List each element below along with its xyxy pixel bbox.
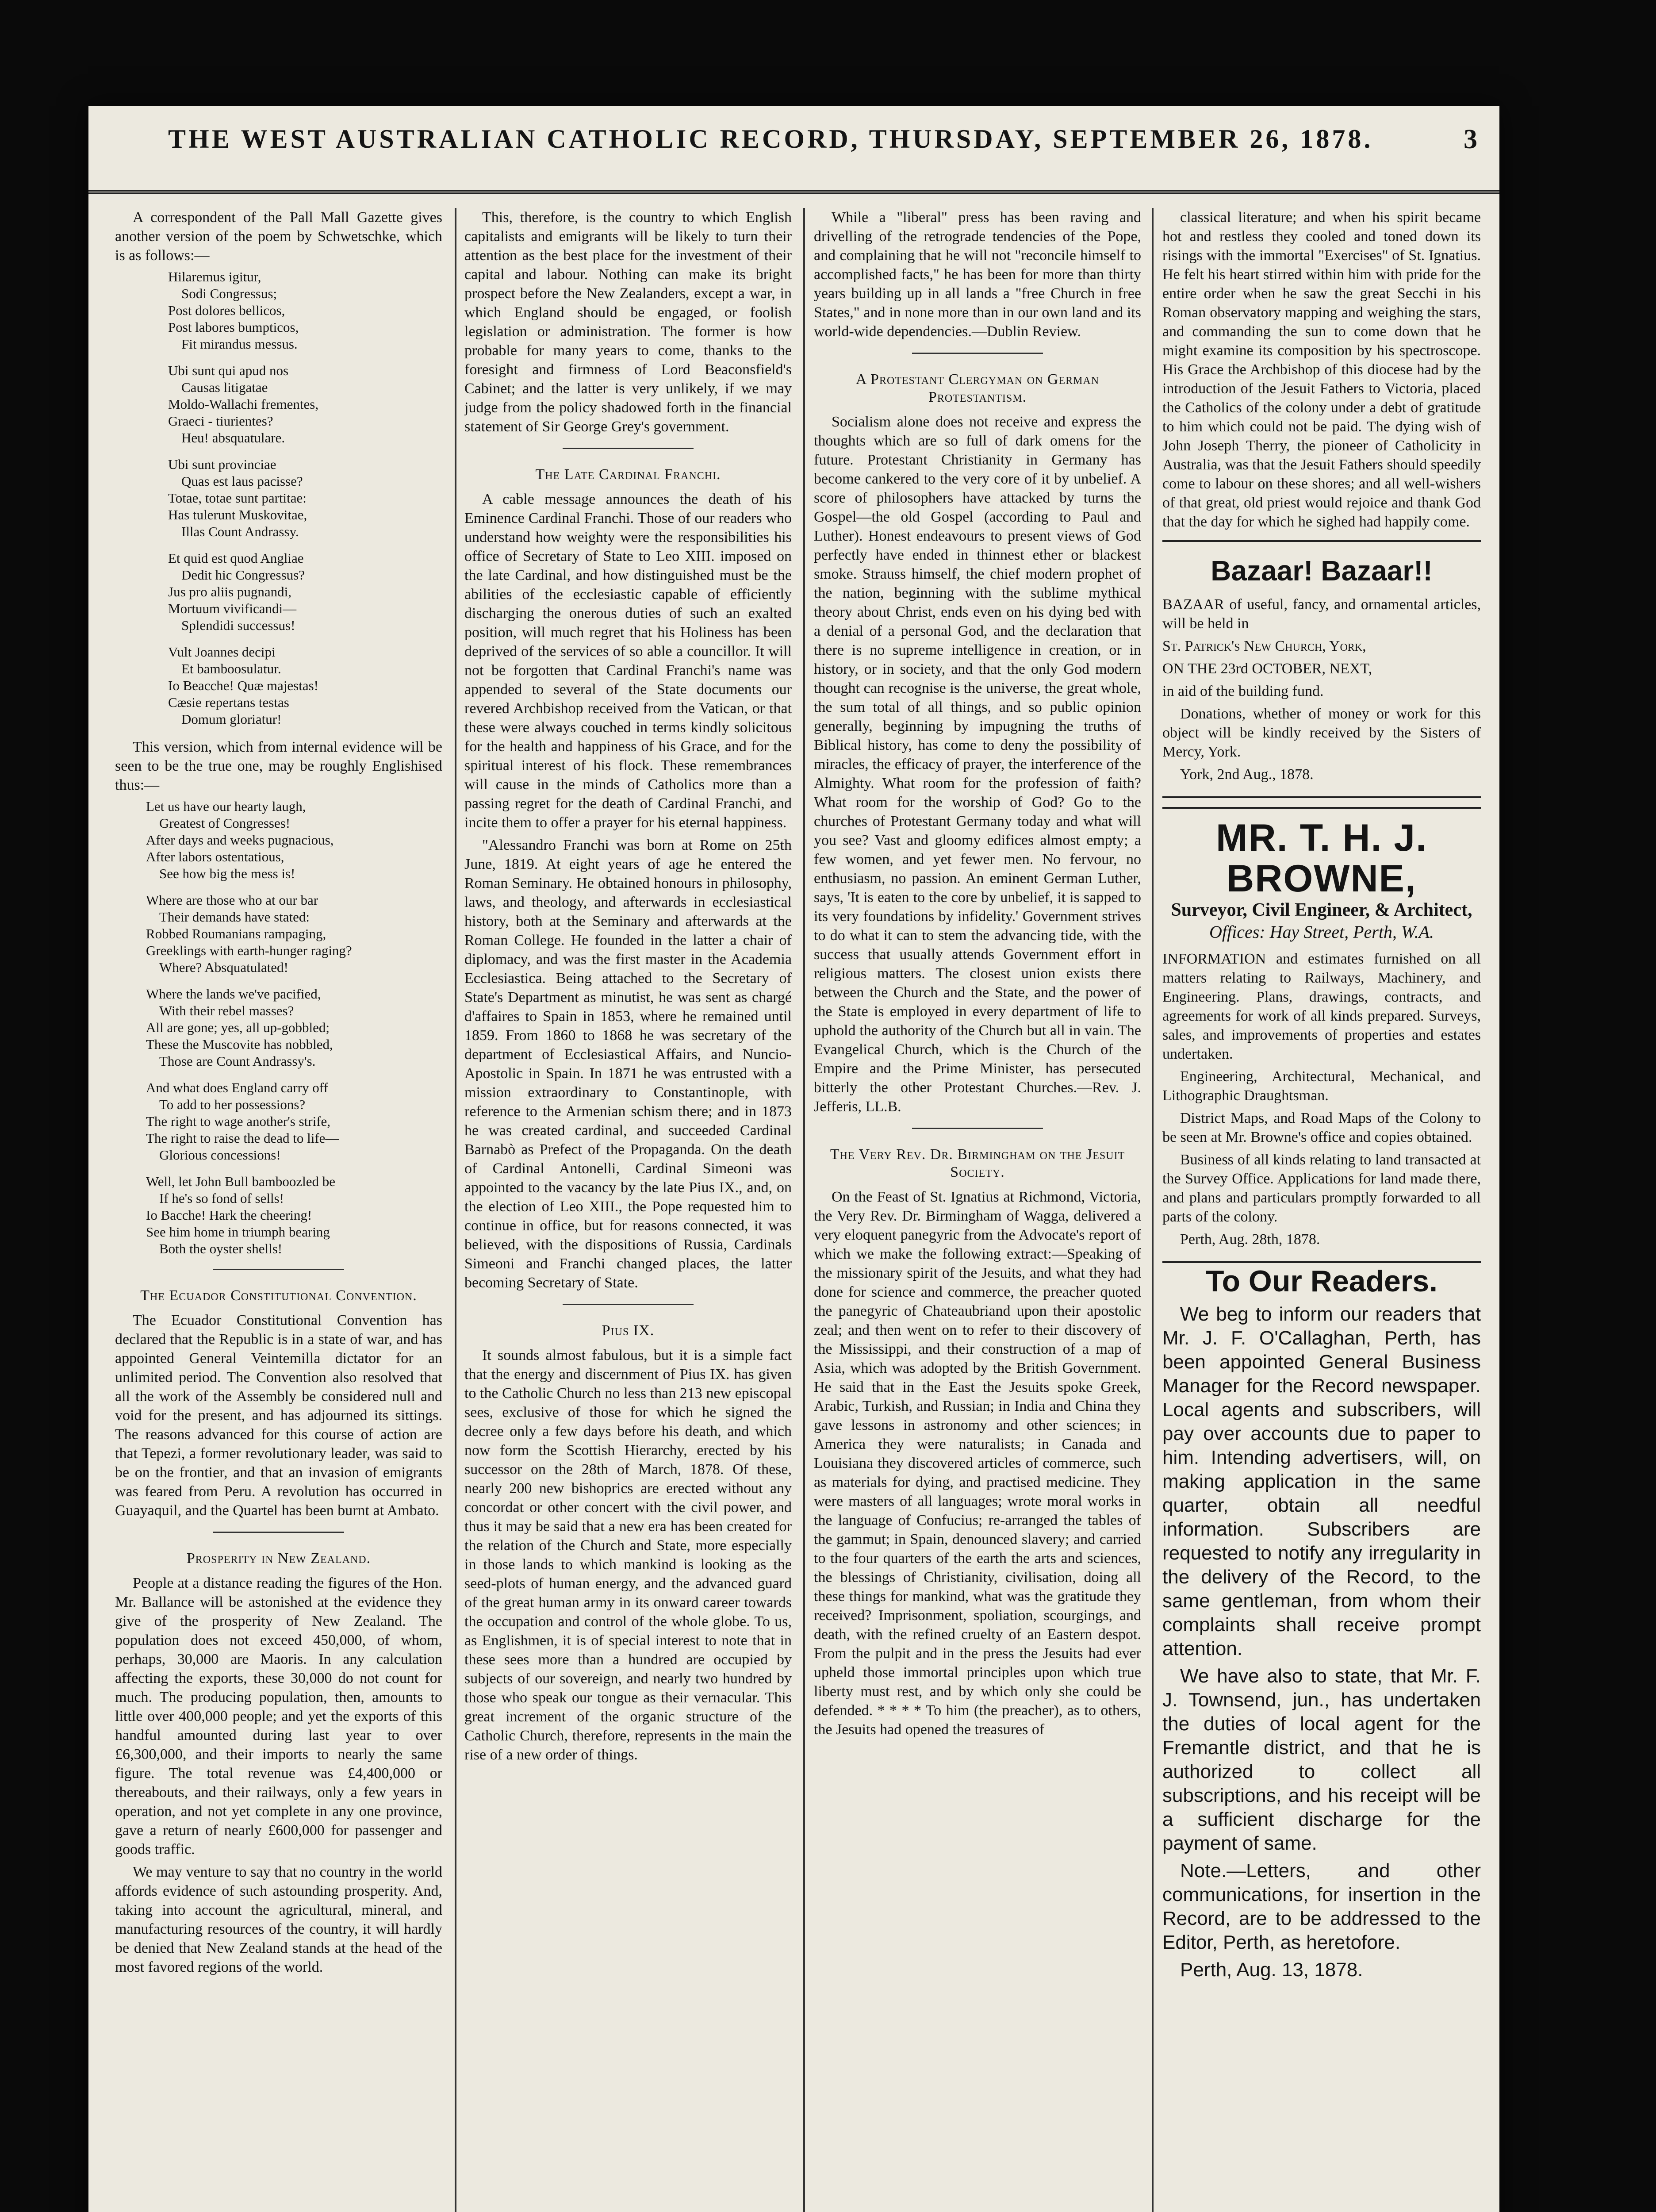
verse-line: Splendidi successus! bbox=[181, 618, 295, 633]
verse-line: Heu! absquatulare. bbox=[181, 430, 285, 445]
ad-title: Bazaar! Bazaar!! bbox=[1211, 555, 1433, 587]
ad-body: Engineering, Architectural, Mechanical, and Lithographic Draughtsman. bbox=[1162, 1068, 1481, 1104]
article-body: The Ecuador Constitutional Convention has declared that the Republic is in a state of war, and has appointed General Veintemilla dictator for an unlimited period. The Convention also resolved that all the work of the Assembly be considered null and void for the present, and has adjourned its sittings. The reasons advanced for this course of action are that Tepezi, a former revolutionary leader, was said to be on the frontier, and that an invasion of emigrants was feared from Peru. A revolution has occurred in Guayaquil, and the Quartel has been burnt at Ambato. bbox=[115, 1312, 442, 1519]
verse-line: And what does England carry off bbox=[146, 1080, 328, 1095]
verse-line: Totae, totae sunt partitae: bbox=[168, 490, 307, 506]
verse-line: Where are those who at our bar bbox=[146, 892, 318, 908]
page-number: 3 bbox=[1464, 124, 1477, 154]
article-body: It sounds almost fabulous, but it is a simple fact that the energy and discernment of Pius IX. has given to the Catholic Church no less than 213 new episcopal sees, exclusive of those for which he signed the decree only a few days before his death, and which now form the Scottish Hierarchy, erected by his successor on the 28th of March, 1878. Of these, nearly 200 new bishoprics are erected without any concordat or other concert with the civil power, and thus it may be said that a new era has been created for the relation of the Church and State, more especially in those lands to which mankind is looking as the seed-plots of human energy, and the advanced guard of the great human army in its onward career towards the occupation and control of the whole globe. To us, as Englishmen, it is of special interest to note that in these sees more than a hundred are occupied by subjects of our sovereign, and nearly two hundred by those who speak our tongue as their vernacular. This great increment of the organic structure of the Catholic Church, therefore, represents in the main the rise of a new order of things. bbox=[464, 1347, 792, 1763]
verse-line: All are gone; yes, all up-gobbled; bbox=[146, 1020, 330, 1035]
verse-stanza bbox=[146, 892, 442, 976]
column-3 bbox=[814, 208, 1141, 2212]
ad-subtitle: Surveyor, Civil Engineer, & Architect, bbox=[1171, 900, 1472, 920]
verse-line: Has tulerunt Muskovitae, bbox=[168, 507, 307, 522]
verse-line: See how big the mess is! bbox=[159, 866, 295, 881]
article-heading: The Ecuador Constitutional Convention. bbox=[140, 1287, 417, 1304]
article-body: "Alessandro Franchi was born at Rome on 25th June, 1819. At eight years of age he entered the Roman Seminary. He obtained honours in philosophy, laws, and theology, and afterwards in ecclesiastical history, both at the Seminary and afterwards at the Roman College. He founded in the latter a chair of diplomacy, and was the first master in the Academia Ecclesiastica. Being attached to the Secretary of State's Department as minutist, he was sent as chargé d'affaires to Spain in 1853, where he remained until 1859. From 1860 to 1868 he was secretary of the department of Ecclesiastical Affairs, and Nuncio-Apostolic in Spain. In 1871 he was entrusted with a mission extraordinary to Constantinople, with reference to the Armenian schism there; and in 1873 he was created cardinal, and succeeded Cardinal Barnabò as Prefect of the Propaganda. On the death of Cardinal Antonelli, Cardinal Simeoni was appointed to the vacancy by the late Pius IX., and, on the election of Leo XIII., the Pope requested him to continue in office, but for reasons connected, it was believed, with the dispositions of Russia, Cardinals Simeoni and Franchi changed places, the latter becoming Secretary of State. bbox=[464, 837, 792, 1291]
ad-date: ON THE 23rd OCTOBER, NEXT, bbox=[1162, 661, 1372, 677]
verse-stanza bbox=[146, 798, 442, 882]
column-rule bbox=[455, 208, 456, 2212]
article-heading: The Late Cardinal Franchi. bbox=[535, 466, 721, 483]
verse-line: Hilaremus igitur, bbox=[168, 269, 261, 284]
article-body: classical literature; and when his spirit became hot and restless they cooled and toned down its risings with the immortal "Exercises" of St. Ignatius. He felt his heart stirred within him with pride for the entire order when he saw the great Secchi in his Roman observatory mapping and weighing the stars, and commanding the sun to come down that he might examine its composition by his spectroscope. His Grace the Archbishop of this diocese had by the introduction of the Jesuit Fathers to Victoria, placed the Catholics of the colony under a debt of gratitude to him which could not be paid. The dying wish of John Joseph Therry, the pioneer of Catholicity in Australia, was that the Jesuit Fathers should speedily come to labour on these shores; and all well-wishers of that great, old priest would rejoice and thank God that the day for which he sighed had happily come. bbox=[1162, 209, 1481, 530]
verse-line: Let us have our hearty laugh, bbox=[146, 799, 306, 814]
article-body: On the Feast of St. Ignatius at Richmond, Victoria, the Very Rev. Dr. Birmingham of Wagga, delivered a very eloquent panegyric from the Advocate's report of which we make the following extract:—Speaking of the missionary spirit of the Jesuits, and what they had done for science and commerce, the preacher quoted the panegyric of Chateaubriand upon their apostolic zeal; and then went on to refer to their discovery of the Mississippi, and their construction of a map of Asia, which was adopted by the British Government. He said that in the East the Jesuits spoke Greek, Arabic, Turkish, and Russian; in India and China they gave lessons in astronomy and other sciences; in America they were naturalists; in Canada and Louisiana they discovered articles of commerce, such as materials for dying, and practised medicine. They were masters of all languages; wrote moral works in the language of Confucius; re-arranged the tables of the gammut; in Spain, denounced slavery; and carried to the four quarters of the earth the arts and sciences, the blessings of Christianity, civilisation, doing all these things for mankind, what was the gratitude they received? Imprisonment, spoliation, scourgings, and death, with the refined cruelty of an Eastern despot. From the pulpit and in the press the Jesuits had ever upheld those immortal principles upon which true liberty must rest, and by which only she could be defended. * * * * To him (the preacher), as to others, the Jesuits had opened the treasures of bbox=[814, 1189, 1141, 1738]
browne-advertisement bbox=[1162, 807, 1481, 1263]
verse-line: Et bamboosulatur. bbox=[181, 661, 281, 676]
verse-line: The right to raise the dead to life— bbox=[146, 1130, 339, 1146]
verse-line: Vult Joannes decipi bbox=[168, 644, 276, 660]
newspaper-page bbox=[88, 106, 1499, 2212]
verse-stanza bbox=[168, 362, 442, 446]
verse-stanza bbox=[168, 269, 442, 353]
verse-line: Sodi Congressus; bbox=[181, 286, 277, 301]
verse-stanza bbox=[146, 1079, 442, 1164]
verse-line: Cæsie repertans testas bbox=[168, 695, 289, 710]
verse-line: Dedit hic Congressus? bbox=[181, 567, 305, 583]
verse-line: Moldo-Wallachi frementes, bbox=[168, 396, 319, 412]
verse-stanza bbox=[168, 550, 442, 634]
verse-line: Et quid est quod Angliae bbox=[168, 550, 304, 566]
verse-line: After days and weeks pugnacious, bbox=[146, 832, 334, 848]
poem-bridge: This version, which from internal evidence will be seen to be the true one, may be roughly Englishised thus:— bbox=[115, 739, 442, 793]
bazaar-advertisement bbox=[1162, 540, 1481, 798]
column-rule bbox=[803, 208, 805, 2212]
verse-line: Both the oyster shells! bbox=[159, 1241, 283, 1256]
ad-body: BAZAAR of useful, fancy, and ornamental articles, will be held in bbox=[1162, 596, 1481, 632]
verse-line: Quas est laus pacisse? bbox=[181, 473, 303, 489]
ad-body: Business of all kinds relating to land transacted at the Survey Office. Applications for land made there, and plans and particulars promptly forwarded to all parts of the colony. bbox=[1162, 1152, 1481, 1225]
verse-line: Io Bacche! Hark the cheering! bbox=[146, 1207, 312, 1223]
latin-poem bbox=[115, 269, 442, 728]
article-body: While a "liberal" press has been raving and drivelling of the retrograde tendencies of the Pope, and complaining that he will not "reconcile himself to accomplished facts," he has been for more than thirty years building up in all lands a "free Church in free States," and in none more than in our own land and its world-wide dependencies.—Dublin Review. bbox=[814, 209, 1141, 340]
ad-body: District Maps, and Road Maps of the Colony to be seen at Mr. Browne's office and copies obtained. bbox=[1162, 1110, 1481, 1145]
verse-line: Graeci - tiurientes? bbox=[168, 413, 273, 429]
section-divider bbox=[912, 1128, 1043, 1129]
section-divider bbox=[912, 353, 1043, 354]
verse-line: These the Muscovite has nobbled, bbox=[146, 1037, 333, 1052]
column-2 bbox=[464, 208, 792, 2212]
verse-stanza bbox=[168, 644, 442, 728]
verse-line: Well, let John Bull bamboozled be bbox=[146, 1174, 335, 1189]
verse-line: Post labores bumpticos, bbox=[168, 319, 299, 335]
verse-stanza bbox=[168, 456, 442, 540]
verse-stanza bbox=[146, 986, 442, 1070]
ad-body: in aid of the building fund. bbox=[1162, 683, 1324, 699]
section-divider bbox=[563, 1304, 694, 1305]
verse-line: Fit mirandus messus. bbox=[181, 336, 298, 352]
article-body: People at a distance reading the figures of the Hon. Mr. Ballance will be astonished at the evidence they give of the prosperity of New Zealand. The population does not exceed 450,000, of whom, perhaps, 30,000 are Maoris. In any calculation affecting the exports, these 30,000 do not count for much. The producing population, then, amounts to little over 400,000 people; and yet the exports of this handful amounted during last year to over £6,300,000, and their imports to nearly the same figure. The total revenue was £4,400,000 or thereabouts, and their railways, only a few years in operation, and not yet complete in any one province, gave a return of nearly £600,000 for passenger and goods traffic. bbox=[115, 1575, 442, 1858]
verse-line: Robbed Roumanians rampaging, bbox=[146, 926, 326, 941]
english-poem bbox=[115, 798, 442, 1257]
notice-body: We beg to inform our readers that Mr. J. F. O'Callaghan, Perth, has been appointed General Business Manager for the Record newspaper. Local agents and subscribers, will pay over accounts due to paper to him. Intending advertisers, will, on making application in the same quarter, obtain all needful information. Subscribers are requested to notify any irregularity in the delivery of the Record, to the same gentleman, from whom their complaints shall receive prompt attention. bbox=[1162, 1303, 1481, 1659]
column-1 bbox=[115, 208, 442, 2212]
ad-place: St. Patrick's New Church, York, bbox=[1162, 638, 1366, 654]
verse-line: Ubi sunt provinciae bbox=[168, 457, 276, 472]
section-divider bbox=[213, 1269, 344, 1270]
section-divider bbox=[213, 1532, 344, 1533]
verse-line: The right to wage another's strife, bbox=[146, 1114, 331, 1129]
verse-line: Their demands have stated: bbox=[159, 909, 310, 925]
notice-body: We have also to state, that Mr. F. J. Townsend, jun., has undertaken the duties of local agent for the Fremantle district, and that he is authorized to collect all subscriptions, and his receipt will be a sufficient discharge for the payment of same. bbox=[1162, 1665, 1481, 1854]
column-rule bbox=[1152, 208, 1154, 2212]
article-heading: A Protestant Clergyman on German Protestantism. bbox=[855, 371, 1100, 405]
verse-line: Domum gloriatur! bbox=[181, 711, 282, 727]
ad-address: Offices: Hay Street, Perth, W.A. bbox=[1209, 922, 1434, 942]
article-heading: The Very Rev. Dr. Birmingham on the Jesuit Society. bbox=[830, 1146, 1125, 1180]
verse-line: See him home in triumph bearing bbox=[146, 1224, 330, 1240]
column-4 bbox=[1162, 208, 1481, 2212]
verse-line: Post dolores bellicos, bbox=[168, 303, 285, 318]
ad-body: Donations, whether of money or work for this object will be kindly received by the Sisters of Mercy, York. bbox=[1162, 706, 1481, 760]
verse-line: Mortuum vivificandi— bbox=[168, 601, 297, 616]
masthead bbox=[88, 106, 1499, 194]
section-divider bbox=[563, 448, 694, 449]
verse-stanza bbox=[146, 1173, 442, 1257]
ad-title: MR. T. H. J. BROWNE, bbox=[1216, 817, 1427, 900]
masthead-title: THE WEST AUSTRALIAN CATHOLIC RECORD, THURSDAY, SEPTEMBER 26, 1878. bbox=[168, 124, 1373, 154]
verse-line: Glorious concessions! bbox=[159, 1147, 281, 1163]
verse-line: Causas litigatae bbox=[181, 380, 268, 395]
verse-line: Those are Count Andrassy's. bbox=[159, 1053, 316, 1069]
verse-line: Jus pro aliis pugnandi, bbox=[168, 584, 291, 599]
ad-signoff: Perth, Aug. 28th, 1878. bbox=[1180, 1231, 1320, 1248]
verse-line: Where? Absquatulated! bbox=[159, 960, 288, 975]
verse-line: Ubi sunt qui apud nos bbox=[168, 363, 289, 378]
verse-line: If he's so fond of sells! bbox=[159, 1190, 284, 1206]
article-body: We may venture to say that no country in the world affords evidence of such astounding prosperity. And, taking into account the agricultural, mineral, and manufacturing resources of the country, it will hardly be denied that New Zealand stands at the head of the most favored regions of the world. bbox=[115, 1864, 442, 1975]
article-body: Socialism alone does not receive and express the thoughts which are so full of dark omens for the future. Protestant Christianity in Germany has become cankered to the very core of it by unbelief. A score of philosophers have attacked by turns the Gospel—the old Gospel (according to Paul and Luther). Honest endeavours to present views of God perfectly have ended in thinnest ether or blackest smoke. Strauss himself, the chief modern prophet of the nation, beginning with the sublime mythical theory about Christ, ends even on his dying bed with a denial of a personal God, and the declaration that there is no supreme intelligence in creation, or in history, or in society, and that the only God modern thought can recognise is the universe, the great whole, the sum total of all things, and so public opinion generally, beginning by impugning the truths of Biblical history, has come to deny the possibility of miracles, the efficacy of prayer, the interference of the Almighty. What room for the profession of faith? What room for the worship of God? Go to the churches of Protestant Germany today and what will you see? Vast and gloomy edifices almost empty; a few women, and yet fewer men. No fervour, no enthusiasm, no passion. An eminent German Luther, says, 'It is eaten to the core by unbelief, it is sapped to its very foundations by infidelity.' Government strives to do what it can to stem the advancing tide, with the success that usually attends Government effort in religious matters. The closest union exists there between the Church and the State, and the power of the State is employed in every department of life to uphold the authority of the Church but all in vain. The Evangelical Church, which is the Church of the Empire and the Prime Minister, has persecuted bitterly the other Protestant Churches.—Rev. J. Jefferis, LL.B. bbox=[814, 414, 1141, 1115]
verse-line: With their rebel masses? bbox=[159, 1003, 294, 1018]
notice-title: To Our Readers. bbox=[1206, 1264, 1438, 1298]
article-body: A cable message announces the death of his Eminence Cardinal Franchi. Those of our readers who understand how weighty were the responsibilities his office of Secretary of State to Leo XIII. imposed on the late Cardinal, and how distinguished must be the abilities of the ecclesiastic capable of efficiently discharging the onerous duties of such an exalted position, will much regret that his Holiness has been deprived of the services of so able a councillor. It will not be forgotten that Cardinal Franchi's name was appended to several of the State documents our revered Archbishop received from the Vatican, or that these were always couched in terms kindly solicitous for the health and happiness of his Grace, and for the spiritual interest of his flock. These remembrances will cause in the minds of Catholics more than a passing regret for the death of Cardinal Franchi, and incite them to offer a prayer for his eternal happiness. bbox=[464, 491, 792, 831]
to-our-readers-notice bbox=[1162, 1264, 1481, 1982]
verse-line: Greeklings with earth-hunger raging? bbox=[146, 943, 352, 958]
article-heading: Pius IX. bbox=[602, 1322, 655, 1339]
verse-line: After labors ostentatious, bbox=[146, 849, 284, 864]
verse-line: Where the lands we've pacified, bbox=[146, 986, 321, 1002]
article-body: This, therefore, is the country to which English capitalists and emigrants will be likely to turn their attention as the best place for the investment of their capital and labour. Nothing can make its bright prospect before the New Zealanders, except a war, in which England should be engaged, or foolish legislation or administration. The former is how probable for many years to come, thanks to the foresight and firmness of Lord Beaconsfield's Cabinet; and the latter is very unlikely, if we may judge from the policy shadowed forth in the financial statement of Sir George Grey's government. bbox=[464, 209, 792, 435]
ad-signoff: York, 2nd Aug., 1878. bbox=[1180, 766, 1314, 783]
verse-line: Illas Count Andrassy. bbox=[181, 524, 299, 539]
article-heading: Prosperity in New Zealand. bbox=[186, 1550, 371, 1567]
poem-intro: A correspondent of the Pall Mall Gazette gives another version of the poem by Schwetschke, which is as follows:— bbox=[115, 209, 442, 264]
notice-note: Note.—Letters, and other communications, for insertion in the Record, are to be addressed to the Editor, Perth, as heretofore. bbox=[1162, 1860, 1481, 1953]
verse-line: Io Beacche! Quæ majestas! bbox=[168, 678, 319, 693]
ad-body: INFORMATION and estimates furnished on all matters relating to Railways, Machinery, and Engineering. Plans, drawings, contracts, and agreements for work of all kinds prepared. Surveys, sales, and improvements of properties and estates undertaken. bbox=[1162, 951, 1481, 1062]
notice-signoff: Perth, Aug. 13, 1878. bbox=[1180, 1959, 1363, 1981]
verse-line: Greatest of Congresses! bbox=[159, 815, 291, 831]
verse-line: To add to her possessions? bbox=[159, 1097, 306, 1112]
